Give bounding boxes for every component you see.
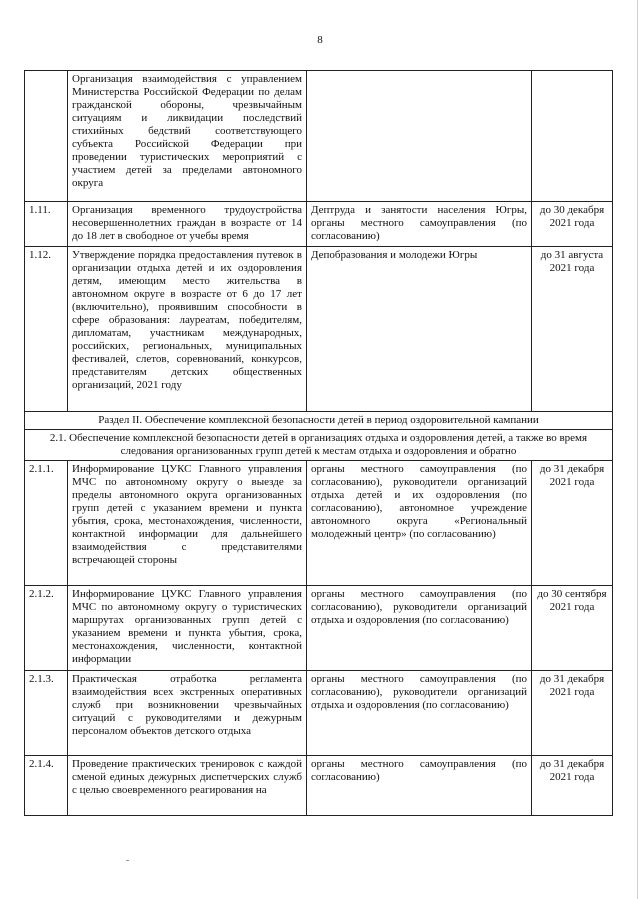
responsible-cell: Депобразования и молодежи Югры (307, 247, 532, 412)
row-number: 2.1.3. (25, 671, 68, 756)
page-edge (637, 0, 638, 899)
row-number: 1.12. (25, 247, 68, 412)
activity-cell: Организация взаимодействия с управлением Министерства Российской Федерации по делам гражданской обороны, чрезвычайным ситуациям и ликвидации последствий стихийных бедствий соответствующего субъекта Российской Федерации при проведении туристических мероприятий с участием детей за пределами автономного округа (68, 71, 307, 202)
responsible-cell: органы местного самоуправления (по согласованию), руководители организаций отдыха и оздоровления (по согласованию) (307, 586, 532, 671)
scan-mark (126, 860, 129, 861)
section-row (25, 412, 613, 430)
table-row (25, 586, 613, 671)
table-row (25, 247, 613, 412)
deadline-cell: до 31 декабря 2021 года (532, 671, 613, 756)
table-row (25, 671, 613, 756)
responsible-cell: Дептруда и занятости населения Югры, органы местного самоуправления (по согласованию) (307, 202, 532, 247)
activity-cell: Информирование ЦУКС Главного управления МЧС по автономному округу о туристических маршрутах организованных групп детей с указанием времени и пункта убытия, срока, местонахождения, численности, контактной информации (68, 586, 307, 671)
plan-table (24, 70, 613, 816)
deadline-cell: до 31 декабря 2021 года (532, 756, 613, 816)
row-number: 1.11. (25, 202, 68, 247)
row-number: 2.1.4. (25, 756, 68, 816)
responsible-cell: органы местного самоуправления (по согласованию), руководители организаций отдыха детей и их оздоровления (по согласованию), автономное учреждение автономного округа «Региональный молодежный центр» (по согласованию) (307, 461, 532, 586)
section-row (25, 430, 613, 461)
responsible-cell: органы местного самоуправления (по согласованию), руководители организаций отдыха и оздоровления (по согласованию) (307, 671, 532, 756)
deadline-cell: до 31 декабря 2021 года (532, 461, 613, 586)
page-number: 8 (317, 34, 323, 46)
table-row (25, 71, 613, 202)
deadline-cell: до 31 августа 2021 года (532, 247, 613, 412)
subsection-heading: 2.1. Обеспечение комплексной безопасности детей в организациях отдыха и оздоровления детей, а также во время следования организованных групп детей к местам отдыха и оздоровления и обратно (25, 430, 613, 461)
activity-cell: Практическая отработка регламента взаимодействия всех экстренных оперативных служб при возникновении чрезвычайных ситуаций с руководителями и дежурным персоналом объектов детского отдыха (68, 671, 307, 756)
deadline-cell: до 30 декабря 2021 года (532, 202, 613, 247)
table-row (25, 756, 613, 816)
section-heading: Раздел II. Обеспечение комплексной безопасности детей в период оздоровительной кампании (25, 412, 613, 430)
table-row (25, 202, 613, 247)
activity-cell: Информирование ЦУКС Главного управления МЧС по автономному округу о выезде за пределы автономного округа организованных групп детей с указанием времени и пункта убытия, срока, местонахождения, численности, контактной информации для дальнейшего взаимодействия с представителями встречающей стороны (68, 461, 307, 586)
deadline-cell (532, 71, 613, 202)
table-row (25, 461, 613, 586)
responsible-cell: органы местного самоуправления (по согласованию) (307, 756, 532, 816)
row-number: 2.1.1. (25, 461, 68, 586)
activity-cell: Проведение практических тренировок с каждой сменой единых дежурных диспетчерских служб с целью своевременного реагирования на (68, 756, 307, 816)
activity-cell: Организация временного трудоустройства несовершеннолетних граждан в возрасте от 14 до 18 лет в свободное от учебы время (68, 202, 307, 247)
responsible-cell (307, 71, 532, 202)
deadline-cell: до 30 сентября 2021 года (532, 586, 613, 671)
row-number (25, 71, 68, 202)
activity-cell: Утверждение порядка предоставления путевок в организации отдыха детей и их оздоровления детям, имеющим место жительства в автономном округе в возрасте от 6 до 17 лет (включительно), проявившим способности в сфере образования: лауреатам, победителям, дипломатам, участникам международных, российских, региональных, муниципальных фестивалей, слетов, соревнований, конкурсов, представителям детских общественных организаций, 2021 году (68, 247, 307, 412)
row-number: 2.1.2. (25, 586, 68, 671)
